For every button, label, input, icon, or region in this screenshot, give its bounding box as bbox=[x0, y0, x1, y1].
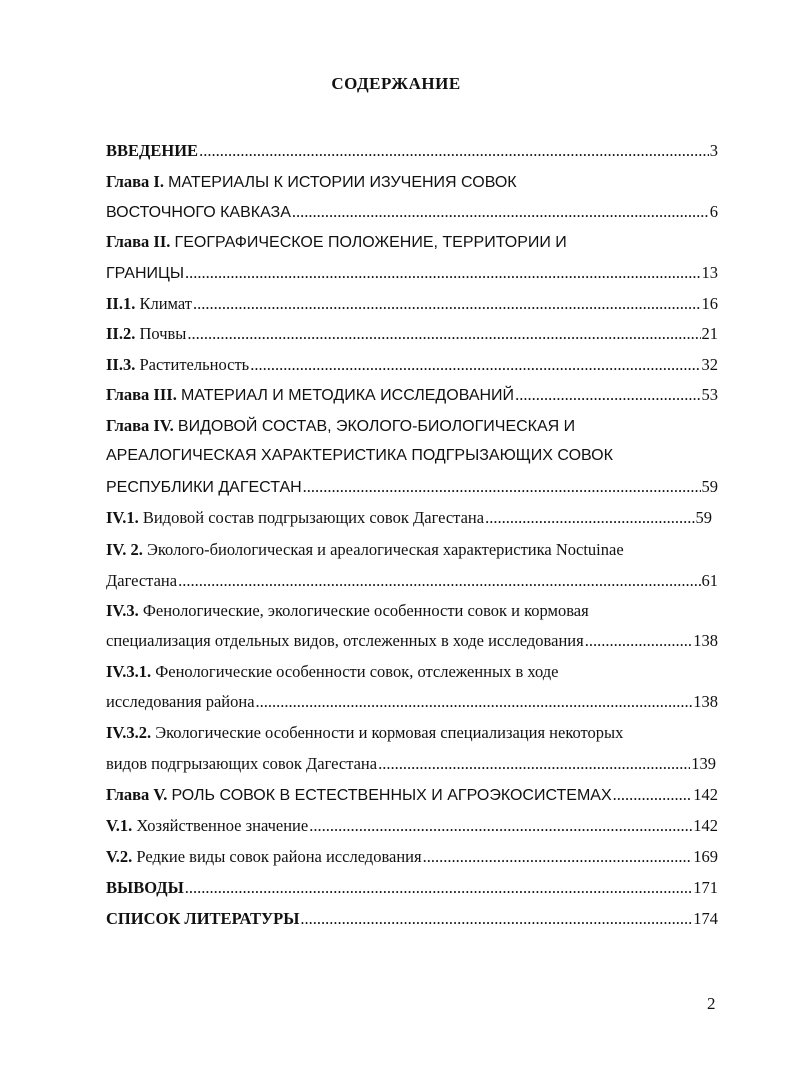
toc-entry-4-3-2[interactable] bbox=[106, 720, 623, 746]
toc-entry-4-1[interactable] bbox=[106, 505, 712, 531]
toc-page-number: 21 bbox=[701, 324, 718, 343]
toc-entry-chapter-1-cont[interactable] bbox=[106, 199, 718, 225]
toc-page-number: 16 bbox=[701, 294, 718, 313]
page-title: СОДЕРЖАНИЕ bbox=[331, 74, 461, 93]
toc-leader-dots bbox=[193, 291, 701, 317]
toc-text: Фенологические особенности совок, отслеженных в ходе bbox=[155, 662, 559, 681]
toc-entry-introduction[interactable] bbox=[106, 138, 718, 164]
toc-text: Эколого-биологическая и ареалогическая характеристика Noctuinae bbox=[146, 540, 624, 559]
toc-text: ГРАНИЦЫ bbox=[106, 265, 184, 282]
toc-label: IV. 2. bbox=[106, 540, 143, 559]
toc-entry-4-2[interactable] bbox=[106, 537, 624, 563]
toc-entry-chapter-1[interactable] bbox=[106, 169, 517, 195]
toc-text: Климат bbox=[139, 294, 192, 313]
toc-entry-chapter-4-cont2[interactable] bbox=[106, 474, 718, 500]
toc-label: ВЫВОДЫ bbox=[106, 878, 184, 897]
toc-text: исследования района bbox=[106, 692, 255, 711]
toc-leader-dots bbox=[199, 138, 709, 164]
toc-entry-chapter-5[interactable] bbox=[106, 782, 718, 808]
toc-label: IV.1. bbox=[106, 508, 139, 527]
toc-page-number: 171 bbox=[693, 878, 718, 897]
toc-text: специализация отдельных видов, отслеженных в ходе исследования bbox=[106, 631, 584, 650]
toc-page-number: 169 bbox=[693, 847, 718, 866]
toc-text: видов подгрызающих совок Дагестана bbox=[106, 754, 378, 773]
toc-leader-dots bbox=[515, 382, 700, 408]
toc-text: Дагестана bbox=[106, 571, 178, 590]
toc-page-number: 138 bbox=[693, 692, 718, 711]
toc-entry-chapter-4[interactable] bbox=[106, 413, 575, 439]
toc-label: IV.3.1. bbox=[106, 662, 152, 681]
toc-leader-dots bbox=[178, 568, 700, 594]
toc-entry-4-3-cont[interactable] bbox=[106, 628, 718, 654]
toc-entry-2-3[interactable] bbox=[106, 352, 718, 378]
toc-label: II.2. bbox=[106, 324, 136, 343]
toc-leader-dots bbox=[485, 505, 694, 531]
toc-label: II.3. bbox=[106, 355, 136, 374]
toc-leader-dots bbox=[250, 352, 700, 378]
toc-label: Глава II. bbox=[106, 232, 171, 251]
toc-leader-dots bbox=[256, 689, 693, 715]
toc-label: ВВЕДЕНИЕ bbox=[106, 141, 199, 160]
toc-page-number: 61 bbox=[701, 571, 718, 590]
toc-text: ВИДОВОЙ СОСТАВ, ЭКОЛОГО-БИОЛОГИЧЕСКАЯ И bbox=[177, 418, 576, 435]
toc-page-number: 53 bbox=[701, 385, 718, 404]
toc-text: Фенологические, экологические особенности совок и кормовая bbox=[142, 601, 589, 620]
toc-text: Редкие виды совок района исследования bbox=[136, 847, 422, 866]
toc-entry-4-3[interactable] bbox=[106, 598, 589, 624]
toc-leader-dots bbox=[378, 751, 690, 777]
toc-page-number: 13 bbox=[701, 263, 718, 282]
toc-entry-5-1[interactable] bbox=[106, 813, 718, 839]
toc-text: Растительность bbox=[139, 355, 250, 374]
toc-text: МАТЕРИАЛЫ К ИСТОРИИ ИЗУЧЕНИЯ СОВОК bbox=[168, 174, 517, 191]
toc-entry-chapter-3[interactable] bbox=[106, 382, 718, 408]
toc-text: АРЕАЛОГИЧЕСКАЯ ХАРАКТЕРИСТИКА ПОДГРЫЗАЮЩИХ СОВОК bbox=[106, 447, 613, 464]
toc-entry-4-3-1-cont[interactable] bbox=[106, 689, 718, 715]
toc-text: МАТЕРИАЛ И МЕТОДИКА ИССЛЕДОВАНИЙ bbox=[180, 387, 515, 404]
toc-page-number: 138 bbox=[693, 631, 718, 650]
toc-text: Хозяйственное значение bbox=[136, 816, 309, 835]
toc-page-number: 139 bbox=[691, 754, 716, 773]
toc-label: IV.3.2. bbox=[106, 723, 152, 742]
toc-text: РЕСПУБЛИКИ ДАГЕСТАН bbox=[106, 479, 302, 496]
toc-label: СПИСОК ЛИТЕРАТУРЫ bbox=[106, 909, 300, 928]
toc-leader-dots bbox=[423, 844, 693, 870]
toc-label: V.2. bbox=[106, 847, 133, 866]
toc-entry-4-3-1[interactable] bbox=[106, 659, 558, 685]
toc-text: Экологические особенности и кормовая специализация некоторых bbox=[155, 723, 624, 742]
toc-leader-dots bbox=[292, 199, 709, 225]
toc-entry-4-3-2-cont[interactable] bbox=[106, 751, 716, 777]
toc-entry-2-2[interactable] bbox=[106, 321, 718, 347]
toc-leader-dots bbox=[185, 875, 692, 901]
toc-label: V.1. bbox=[106, 816, 133, 835]
toc-page-number: 174 bbox=[693, 909, 718, 928]
toc-entry-4-2-cont[interactable] bbox=[106, 568, 718, 594]
toc-leader-dots bbox=[185, 260, 701, 286]
toc-label: Глава V. bbox=[106, 785, 168, 804]
toc-leader-dots bbox=[303, 474, 701, 500]
toc-entry-references[interactable] bbox=[106, 906, 718, 932]
toc-text: РОЛЬ СОВОК В ЕСТЕСТВЕННЫХ И АГРОЭКОСИСТЕМАХ bbox=[171, 787, 612, 804]
toc-label: II.1. bbox=[106, 294, 136, 313]
toc-page-number: 3 bbox=[709, 141, 718, 160]
toc-leader-dots bbox=[187, 321, 700, 347]
toc-entry-2-1[interactable] bbox=[106, 291, 718, 317]
toc-leader-dots bbox=[585, 628, 693, 654]
toc-leader-dots bbox=[613, 782, 693, 808]
toc-page-number: 6 bbox=[709, 202, 718, 221]
toc-page-number: 59 bbox=[701, 477, 718, 496]
toc-text: Видовой состав подгрызающих совок Дагестана bbox=[142, 508, 485, 527]
toc-entry-chapter-2[interactable] bbox=[106, 229, 567, 255]
toc-leader-dots bbox=[300, 906, 692, 932]
toc-page-number: 32 bbox=[701, 355, 718, 374]
toc-entry-chapter-4-cont1[interactable] bbox=[106, 443, 613, 469]
toc-text: ГЕОГРАФИЧЕСКОЕ ПОЛОЖЕНИЕ, ТЕРРИТОРИИ И bbox=[174, 234, 567, 251]
toc-leader-dots bbox=[309, 813, 692, 839]
toc-page-number: 59 bbox=[695, 508, 712, 527]
toc-entry-conclusions[interactable] bbox=[106, 875, 718, 901]
toc-entry-5-2[interactable] bbox=[106, 844, 718, 870]
toc-label: Глава I. bbox=[106, 172, 164, 191]
toc-page-number: 142 bbox=[693, 816, 718, 835]
page-number: 2 bbox=[707, 994, 716, 1013]
toc-entry-chapter-2-cont[interactable] bbox=[106, 260, 718, 286]
toc-label: IV.3. bbox=[106, 601, 139, 620]
toc-text: ВОСТОЧНОГО КАВКАЗА bbox=[106, 204, 291, 221]
toc-label: Глава III. bbox=[106, 385, 177, 404]
toc-label: Глава IV. bbox=[106, 416, 174, 435]
toc-text: Почвы bbox=[139, 324, 187, 343]
toc-page-number: 142 bbox=[693, 785, 718, 804]
